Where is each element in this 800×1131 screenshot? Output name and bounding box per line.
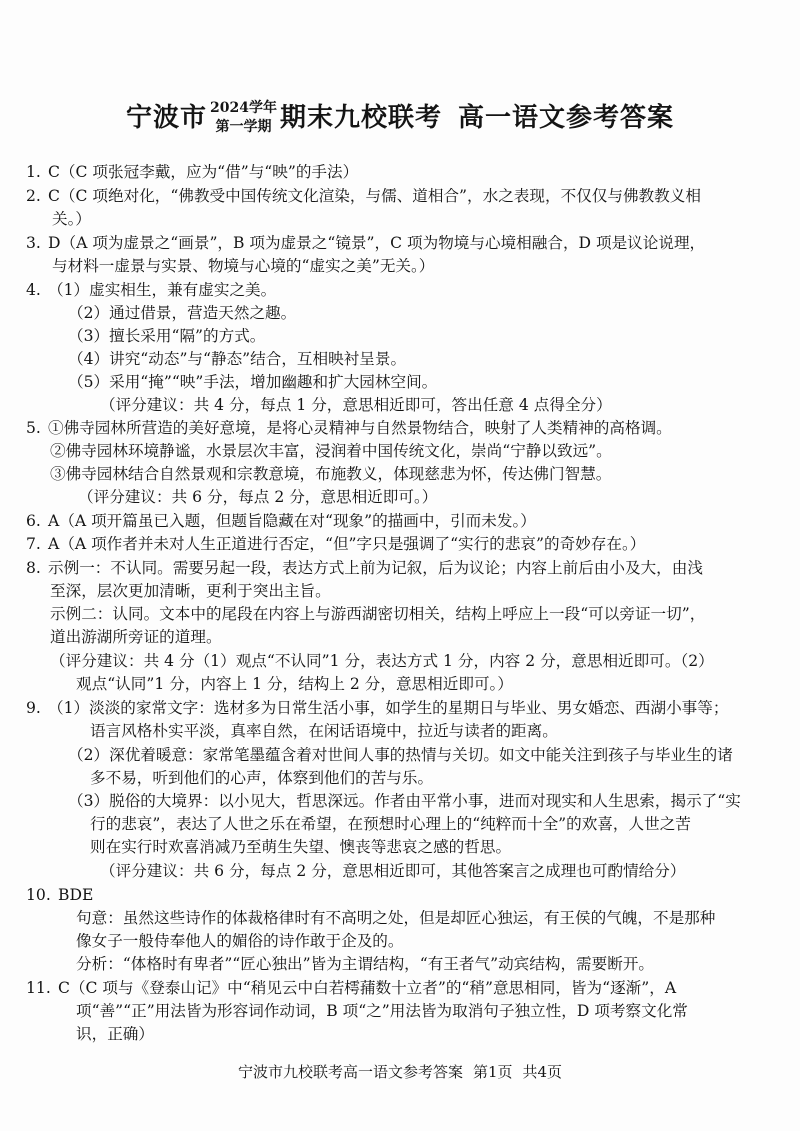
- question-number: 1.: [26, 163, 41, 181]
- answer-line: BDE: [58, 886, 94, 904]
- answer-line: C（C 项张冠李戴，应为“借”与“映”的手法）: [48, 163, 359, 181]
- answer-line: D（A 项为虚景之“画景”，B 项为虚景之“镜景”，C 项为物境与心境相融合，D 项是议论说理，: [48, 234, 706, 252]
- answer-line: C（C 项绝对化，“佛教受中国传统文化渲染，与儒、道相合”，水之表现，不仅仅与佛教教义相: [48, 187, 701, 205]
- footer-title: 宁波市九校联考高一语文参考答案: [237, 1063, 463, 1081]
- question-row: [26, 697, 728, 719]
- answer-line: 像女子一般侍奉他人的媚俗的诗作敢于企及的。: [76, 932, 404, 950]
- answer-line: （2）深优着暖意：家常笔墨蕴含着对世间人事的热情与关切。如文中能关注到孩子与毕业生的诸: [68, 746, 733, 764]
- question-row: [26, 977, 676, 999]
- answer-line: （1）淡淡的家常文字：选材多为日常生活小事，如学生的星期日与毕业、男女婚恋、西湖小事等；: [48, 699, 729, 717]
- footer-page-total: 共4页: [522, 1063, 563, 1081]
- question-number: 9.: [26, 699, 41, 717]
- question-row: [26, 417, 672, 439]
- page-footer: [0, 1061, 800, 1083]
- answer-line: （2）通过借景，营造天然之趣。: [68, 304, 297, 322]
- title-term: 第一学期: [215, 119, 272, 135]
- question-number: 7.: [26, 535, 41, 553]
- question-number: 5.: [26, 419, 41, 437]
- question-row: [26, 533, 645, 555]
- page-title: [0, 96, 800, 140]
- question-row: [26, 557, 703, 579]
- question-row: [26, 185, 701, 207]
- title-exam: 期末九校联考: [279, 103, 442, 133]
- question-row: [26, 884, 93, 906]
- answer-line: A（A 项开篇虽已入题，但题旨隐藏在对“现象”的描画中，引而未发。）: [48, 512, 536, 530]
- scoring-note: （评分建议：共 4 分（1）观点“不认同”1 分，表达方式 1 分，内容 2 分，意思相近即可。（2）: [50, 652, 714, 670]
- answer-line: （5）采用“掩”“映”手法，增加幽趣和扩大园林空间。: [68, 373, 438, 391]
- answer-line: 多不易，听到他们的心声，体察到他们的苦与乐。: [90, 769, 434, 787]
- answer-line: 行的悲哀”，表达了人世之乐在希望，在预想时心理上的“纯粹而十全”的欢喜，人世之苦: [90, 815, 691, 833]
- question-row: [26, 232, 705, 254]
- answer-line: 示例二：认同。文本中的尾段在内容上与游西湖密切相关，结构上呼应上一段“可以旁证一切”，: [50, 605, 706, 623]
- question-number: 4.: [26, 281, 41, 299]
- answer-line: 项“善”“正”用法皆为形容词作动词，B 项“之”用法皆为取消句子独立性，D 项考察文化常: [76, 1002, 688, 1020]
- answer-line: 至深，层次更加清晰，更利于突出主旨。: [50, 582, 331, 600]
- footer-page-number: 第1页: [472, 1063, 513, 1081]
- question-number: 10.: [26, 886, 51, 904]
- answer-line: （3）擅长采用“隔”的方式。: [68, 327, 266, 345]
- scoring-note: 观点“认同”1 分，内容上 1 分，结构上 2 分，意思相近即可。）: [76, 675, 513, 693]
- question-row: [26, 279, 276, 301]
- answer-line: 示例一：不认同。需要另起一段，表达方式上前为记叙，后为议论；内容上前后由小及大，由浅: [48, 559, 703, 577]
- answer-line: 则在实行时欢喜消减乃至萌生失望、懊丧等悲哀之感的哲思。: [90, 838, 512, 856]
- answer-line: C（C 项与《登泰山记》中“稍见云中白若樗蒱数十立者”的“稍”意思相同，皆为“逐渐”，A: [58, 979, 677, 997]
- answer-line: 关。）: [52, 210, 91, 228]
- answer-line: 道出游湖所旁证的道理。: [50, 628, 222, 646]
- answer-line: 与材料一虚景与实景、物境与心境的“虚实之美”无关。）: [52, 257, 435, 275]
- title-year: 2024学年: [210, 100, 277, 116]
- answer-line: （3）脱俗的大境界：以小见大，哲思深远。作者由平常小事，进而对现实和人生思索，揭示了“实: [68, 792, 741, 810]
- title-subject: 高一语文参考答案: [457, 103, 674, 133]
- title-city: 宁波市: [125, 103, 207, 133]
- answer-line: 句意：虽然这些诗作的体裁格律时有不高明之处，但是却匠心独运，有王侯的气魄，不是那种: [76, 909, 716, 927]
- answer-line: 分析：“体格时有卑者”“匠心独出”皆为主谓结构，“有王者气”动宾结构，需要断开。: [76, 955, 655, 973]
- question-number: 2.: [26, 187, 41, 205]
- question-number: 8.: [26, 559, 41, 577]
- scoring-note: （评分建议：共 6 分，每点 2 分，意思相近即可。）: [78, 488, 438, 506]
- question-number: 11.: [26, 979, 51, 997]
- answer-line: A（A 项作者并未对人生正道进行否定，“但”字只是强调了“实行的悲哀”的奇妙存在。）: [48, 535, 646, 553]
- answer-line: ②佛寺园林环境静谧，水景层次丰富，浸润着中国传统文化，崇尚“宁静以致远”。: [50, 442, 612, 460]
- question-row: [26, 161, 358, 183]
- question-number: 3.: [26, 234, 41, 252]
- answer-line: 识，正确）: [76, 1025, 154, 1043]
- title-term-stack: [210, 99, 277, 137]
- question-row: [26, 510, 536, 532]
- scoring-note: （评分建议：共 4 分，每点 1 分，意思相近即可，答出任意 4 点得全分）: [100, 396, 612, 414]
- question-number: 6.: [26, 512, 41, 530]
- answer-line: （1）虚实相生，兼有虚实之美。: [48, 281, 277, 299]
- answer-line: ③佛寺园林结合自然景观和宗教意境，布施教义，体现慈悲为怀，传达佛门智慧。: [50, 465, 612, 483]
- answer-line: ①佛寺园林所营造的美好意境，是将心灵精神与自然景物结合，映射了人类精神的高格调。: [48, 419, 672, 437]
- scoring-note: （评分建议：共 6 分，每点 2 分，意思相近即可，其他答案言之成理也可酌情给分）: [100, 862, 686, 880]
- answer-line: 语言风格朴实平淡，真率自然，在闲话语境中，拉近与读者的距离。: [90, 722, 558, 740]
- answer-line: （4）讲究“动态”与“静态”结合，互相映衬呈景。: [68, 350, 407, 368]
